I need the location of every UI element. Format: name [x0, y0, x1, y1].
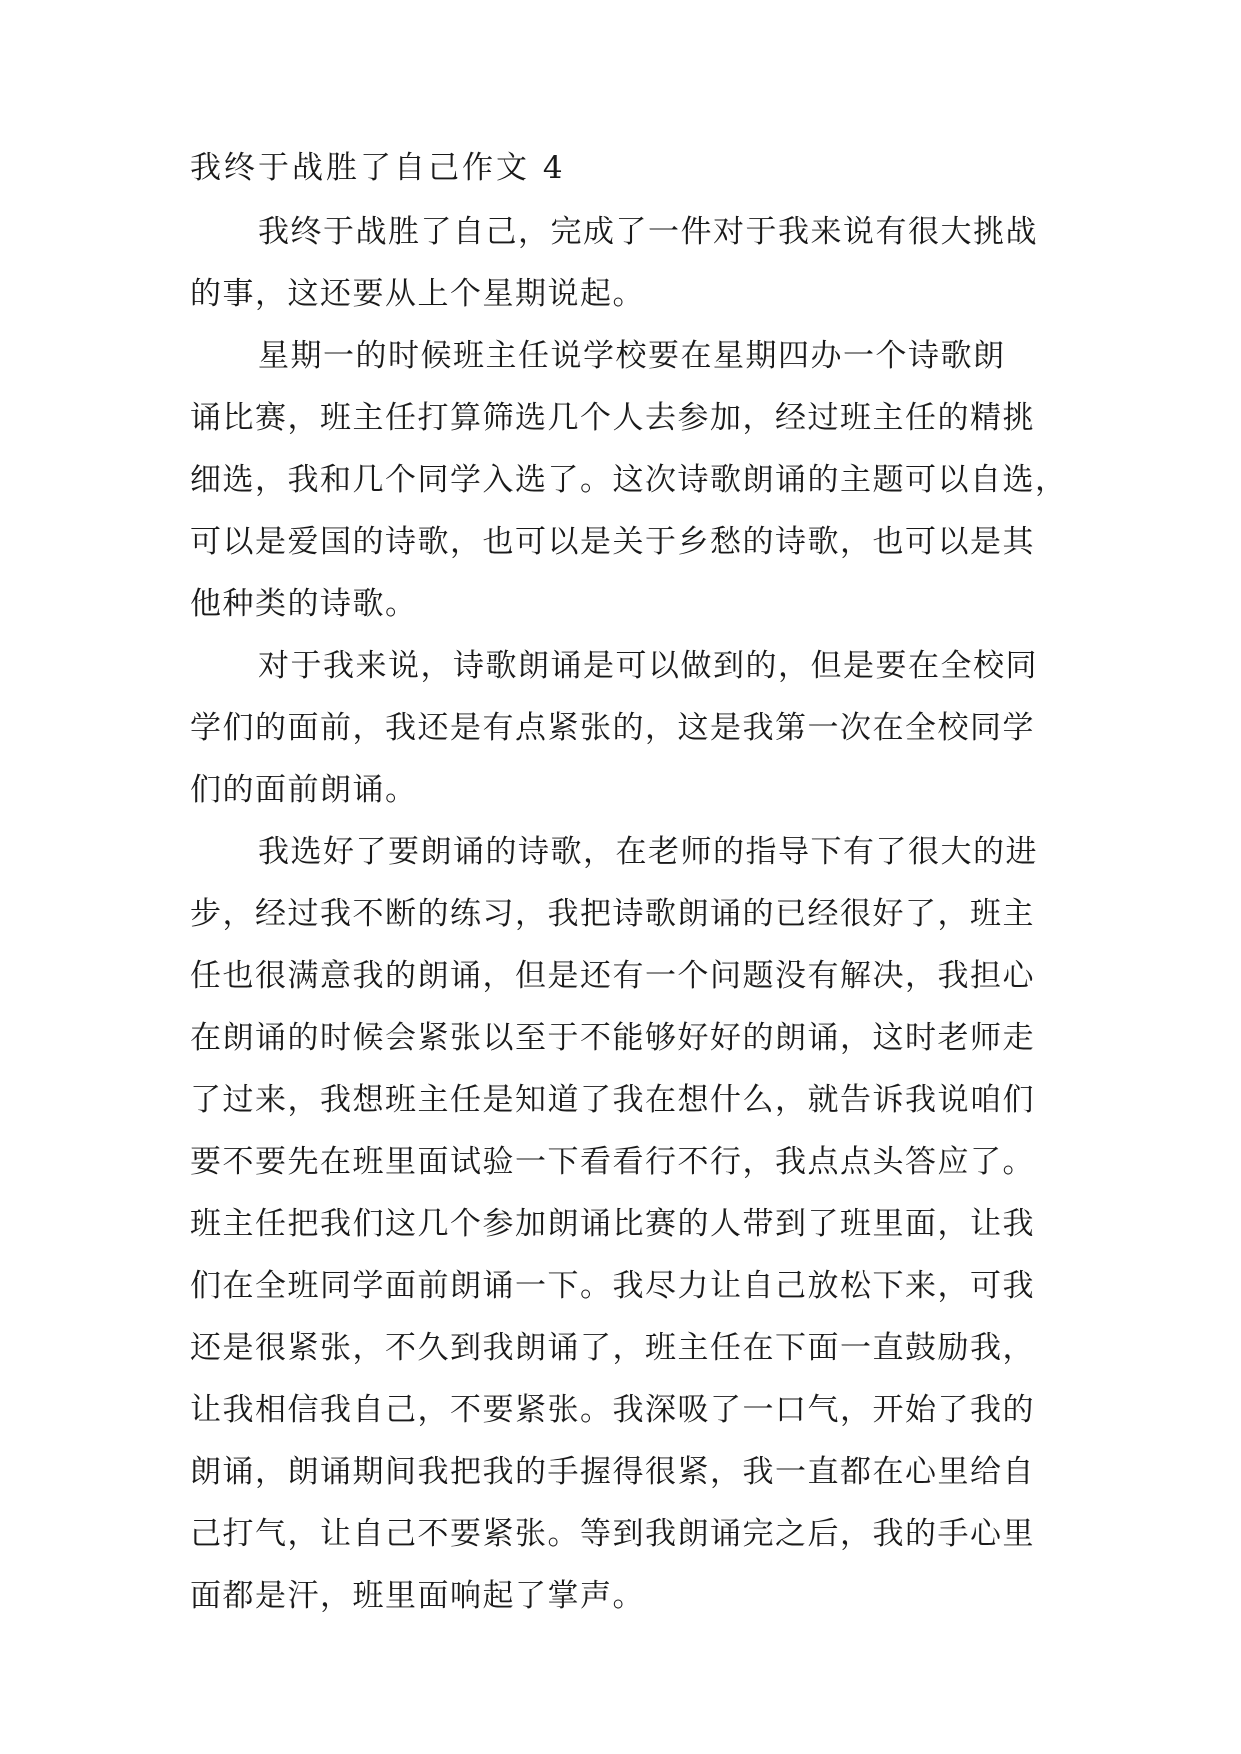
paragraph-line: 朗诵，朗诵期间我把我的手握得很紧，我一直都在心里给自 [190, 1454, 1035, 1490]
paragraph-line: 让我相信我自己，不要紧张。我深吸了一口气，开始了我的 [190, 1392, 1035, 1428]
paragraph-line: 对于我来说，诗歌朗诵是可以做到的，但是要在全校同 [258, 648, 1038, 684]
paragraph-line: 们在全班同学面前朗诵一下。我尽力让自己放松下来，可我 [190, 1268, 1035, 1304]
paragraph-line: 要不要先在班里面试验一下看看行不行，我点点头答应了。 [190, 1144, 1035, 1180]
document-title: 我终于战胜了自己作文 4 [190, 150, 566, 186]
paragraph-line: 班主任把我们这几个参加朗诵比赛的人带到了班里面，让我 [190, 1206, 1035, 1242]
paragraph-line: 在朗诵的时候会紧张以至于不能够好好的朗诵，这时老师走 [190, 1020, 1035, 1056]
paragraph-line: 了过来，我想班主任是知道了我在想什么，就告诉我说咱们 [190, 1082, 1035, 1118]
paragraph-line: 他种类的诗歌。 [190, 586, 418, 622]
paragraph-line: 还是很紧张，不久到我朗诵了，班主任在下面一直鼓励我， [190, 1330, 1035, 1366]
paragraph-line: 诵比赛，班主任打算筛选几个人去参加，经过班主任的精挑 [190, 400, 1035, 436]
paragraph-line: 们的面前朗诵。 [190, 772, 418, 808]
paragraph-line: 任也很满意我的朗诵，但是还有一个问题没有解决，我担心 [190, 958, 1035, 994]
paragraph-line: 己打气，让自己不要紧张。等到我朗诵完之后，我的手心里 [190, 1516, 1035, 1552]
paragraph-line: 面都是汗，班里面响起了掌声。 [190, 1578, 645, 1614]
paragraph-line: 星期一的时候班主任说学校要在星期四办一个诗歌朗 [258, 338, 1006, 374]
paragraph-line: 步，经过我不断的练习，我把诗歌朗诵的已经很好了，班主 [190, 896, 1035, 932]
paragraph-line: 的事，这还要从上个星期说起。 [190, 276, 645, 312]
paragraph-line: 我终于战胜了自己，完成了一件对于我来说有很大挑战 [258, 214, 1038, 250]
paragraph-line: 细选，我和几个同学入选了。这次诗歌朗诵的主题可以自选， [190, 462, 1068, 498]
paragraph-line: 可以是爱国的诗歌，也可以是关于乡愁的诗歌，也可以是其 [190, 524, 1035, 560]
paragraph-line: 我选好了要朗诵的诗歌，在老师的指导下有了很大的进 [258, 834, 1038, 870]
paragraph-line: 学们的面前，我还是有点紧张的，这是我第一次在全校同学 [190, 710, 1035, 746]
